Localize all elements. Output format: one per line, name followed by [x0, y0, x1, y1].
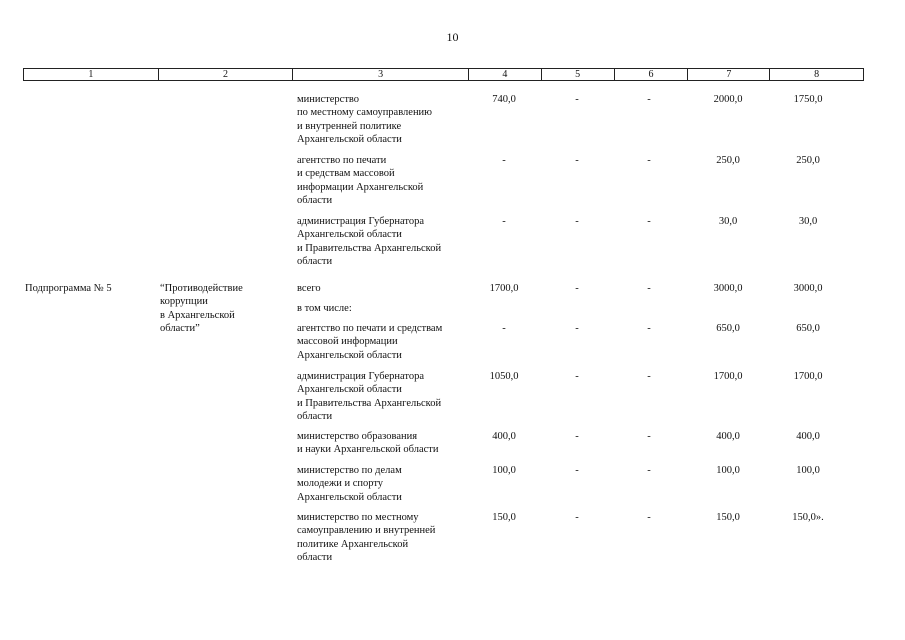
table-cell-c5: -: [575, 283, 579, 294]
table-cell-c8: 250,0: [796, 155, 820, 166]
table-cell-c8: 650,0: [796, 323, 820, 334]
header-col-2: 2: [159, 69, 294, 80]
table-cell-c6: -: [647, 512, 651, 523]
header-col-5: 5: [542, 69, 615, 80]
table-cell-c5: -: [575, 94, 579, 105]
table-cell-c7: 150,0: [716, 512, 740, 523]
table-cell-c4: 150,0: [492, 512, 516, 523]
table-cell-c3: министерство образования и науки Архангельской области: [297, 431, 439, 456]
table-cell-c3: министерство по местному самоуправлению и внутренней политике Архангельской области: [297, 94, 433, 146]
table-cell-c3: агентство по печати и средствам массовой информации Архангельской области: [297, 155, 424, 207]
table-cell-c4: 1050,0: [489, 371, 519, 382]
table-cell-c8: 1750,0: [793, 94, 823, 105]
table-cell-c5: -: [575, 371, 579, 382]
table-cell-c6: -: [647, 283, 651, 294]
table-cell-c7: 400,0: [716, 431, 740, 442]
table-cell-c5: -: [575, 155, 579, 166]
table-cell-c7: 250,0: [716, 155, 740, 166]
table-cell-c2: “Противодействие коррупции в Архангельской области”: [160, 283, 243, 335]
table-cell-c6: -: [647, 216, 651, 227]
table-cell-c6: -: [647, 323, 651, 334]
table-cell-c8: 400,0: [796, 431, 820, 442]
table-cell-c5: -: [575, 512, 579, 523]
table-cell-c1: Подпрограмма № 5: [25, 283, 112, 294]
table-cell-c4: -: [502, 216, 506, 227]
table-cell-c6: -: [647, 155, 651, 166]
table-cell-c4: 100,0: [492, 465, 516, 476]
table-cell-c7: 2000,0: [713, 94, 743, 105]
table-cell-c7: 3000,0: [713, 283, 743, 294]
table-cell-c3: агентство по печати и средствам массовой информации Архангельской области: [297, 323, 443, 361]
table-cell-c8: 1700,0: [793, 371, 823, 382]
header-col-6: 6: [615, 69, 689, 80]
table-cell-c3: министерство по местному самоуправлению и внутренней политике Архангельской области: [297, 512, 436, 564]
table-cell-c3: в том числе:: [297, 303, 352, 314]
table-cell-c8: 30,0: [798, 216, 818, 227]
table-cell-c5: -: [575, 216, 579, 227]
table-cell-c4: 1700,0: [489, 283, 519, 294]
table-cell-c3: администрация Губернатора Архангельской области и Правительства Архангельской области: [297, 216, 442, 268]
header-col-4: 4: [469, 69, 542, 80]
table-header-row: [23, 68, 864, 81]
table-cell-c5: -: [575, 431, 579, 442]
table-cell-c3: администрация Губернатора Архангельской области и Правительства Архангельской области: [297, 371, 442, 423]
table-cell-c4: -: [502, 323, 506, 334]
table-cell-c7: 30,0: [718, 216, 738, 227]
table-cell-c3: министерство по делам молодежи и спорту Архангельской области: [297, 465, 402, 503]
page-number: 10: [446, 30, 459, 44]
table-cell-c5: -: [575, 323, 579, 334]
table-cell-c4: 400,0: [492, 431, 516, 442]
table-cell-c7: 1700,0: [713, 371, 743, 382]
header-col-7: 7: [688, 69, 770, 80]
header-col-3: 3: [293, 69, 469, 80]
table-cell-c6: -: [647, 94, 651, 105]
table-cell-c4: -: [502, 155, 506, 166]
table-cell-c8: 150,0».: [792, 512, 824, 523]
table-cell-c5: -: [575, 465, 579, 476]
table-cell-c6: -: [647, 465, 651, 476]
table-cell-c7: 100,0: [716, 465, 740, 476]
table-cell-c4: 740,0: [492, 94, 516, 105]
table-cell-c8: 100,0: [796, 465, 820, 476]
table-cell-c6: -: [647, 371, 651, 382]
table-cell-c7: 650,0: [716, 323, 740, 334]
header-col-1: 1: [24, 69, 159, 80]
table-cell-c6: -: [647, 431, 651, 442]
header-col-8: 8: [814, 69, 820, 80]
table-cell-c3: всего: [297, 283, 321, 294]
table-cell-c8: 3000,0: [793, 283, 823, 294]
